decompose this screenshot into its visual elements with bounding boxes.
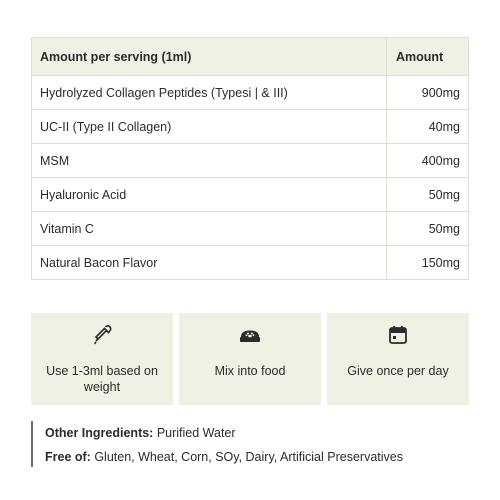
ingredient-amount: 900mg [387,76,469,110]
table-row [32,246,469,280]
table-row [32,178,469,212]
free-of-value: Gluten, Wheat, Corn, SOy, Dairy, Artificial Preservatives [90,450,403,464]
dropper-icon [90,323,114,347]
table-row [32,76,469,110]
ingredient-name: Hyaluronic Acid [32,178,387,212]
ingredient-amount: 150mg [387,246,469,280]
other-ingredients-label: Other Ingredients: [45,426,154,440]
food-bowl-icon [238,323,262,347]
usage-card-text: Mix into food [214,364,286,378]
usage-card-text: Give once per day [347,364,449,378]
serving-header: Amount per serving (1ml) [32,38,387,76]
ingredient-amount: 40mg [387,110,469,144]
other-ingredients [45,426,236,440]
table-row [32,110,469,144]
calendar-icon [386,323,410,347]
free-of [45,450,403,464]
ingredient-name: MSM [32,144,387,178]
usage-cards [31,313,469,405]
usage-card-frequency [327,313,469,405]
amount-header: Amount [387,38,469,76]
free-of-label: Free of: [45,450,91,464]
table-header-row [32,38,469,76]
ingredient-amount: 50mg [387,178,469,212]
ingredients-section [31,421,469,467]
ingredient-name: UC-II (Type II Collagen) [32,110,387,144]
ingredient-name: Vitamin C [32,212,387,246]
usage-card-dosage [31,313,173,405]
ingredient-amount: 50mg [387,212,469,246]
ingredient-amount: 400mg [387,144,469,178]
table-row [32,144,469,178]
nutrition-table [31,37,469,280]
usage-card-mix [179,313,321,405]
usage-card-text: Use 1-3ml based on weight [46,364,158,394]
other-ingredients-value: Purified Water [153,426,236,440]
ingredient-name: Hydrolyzed Collagen Peptides (Typesi | & III) [32,76,387,110]
table-row [32,212,469,246]
ingredient-name: Natural Bacon Flavor [32,246,387,280]
